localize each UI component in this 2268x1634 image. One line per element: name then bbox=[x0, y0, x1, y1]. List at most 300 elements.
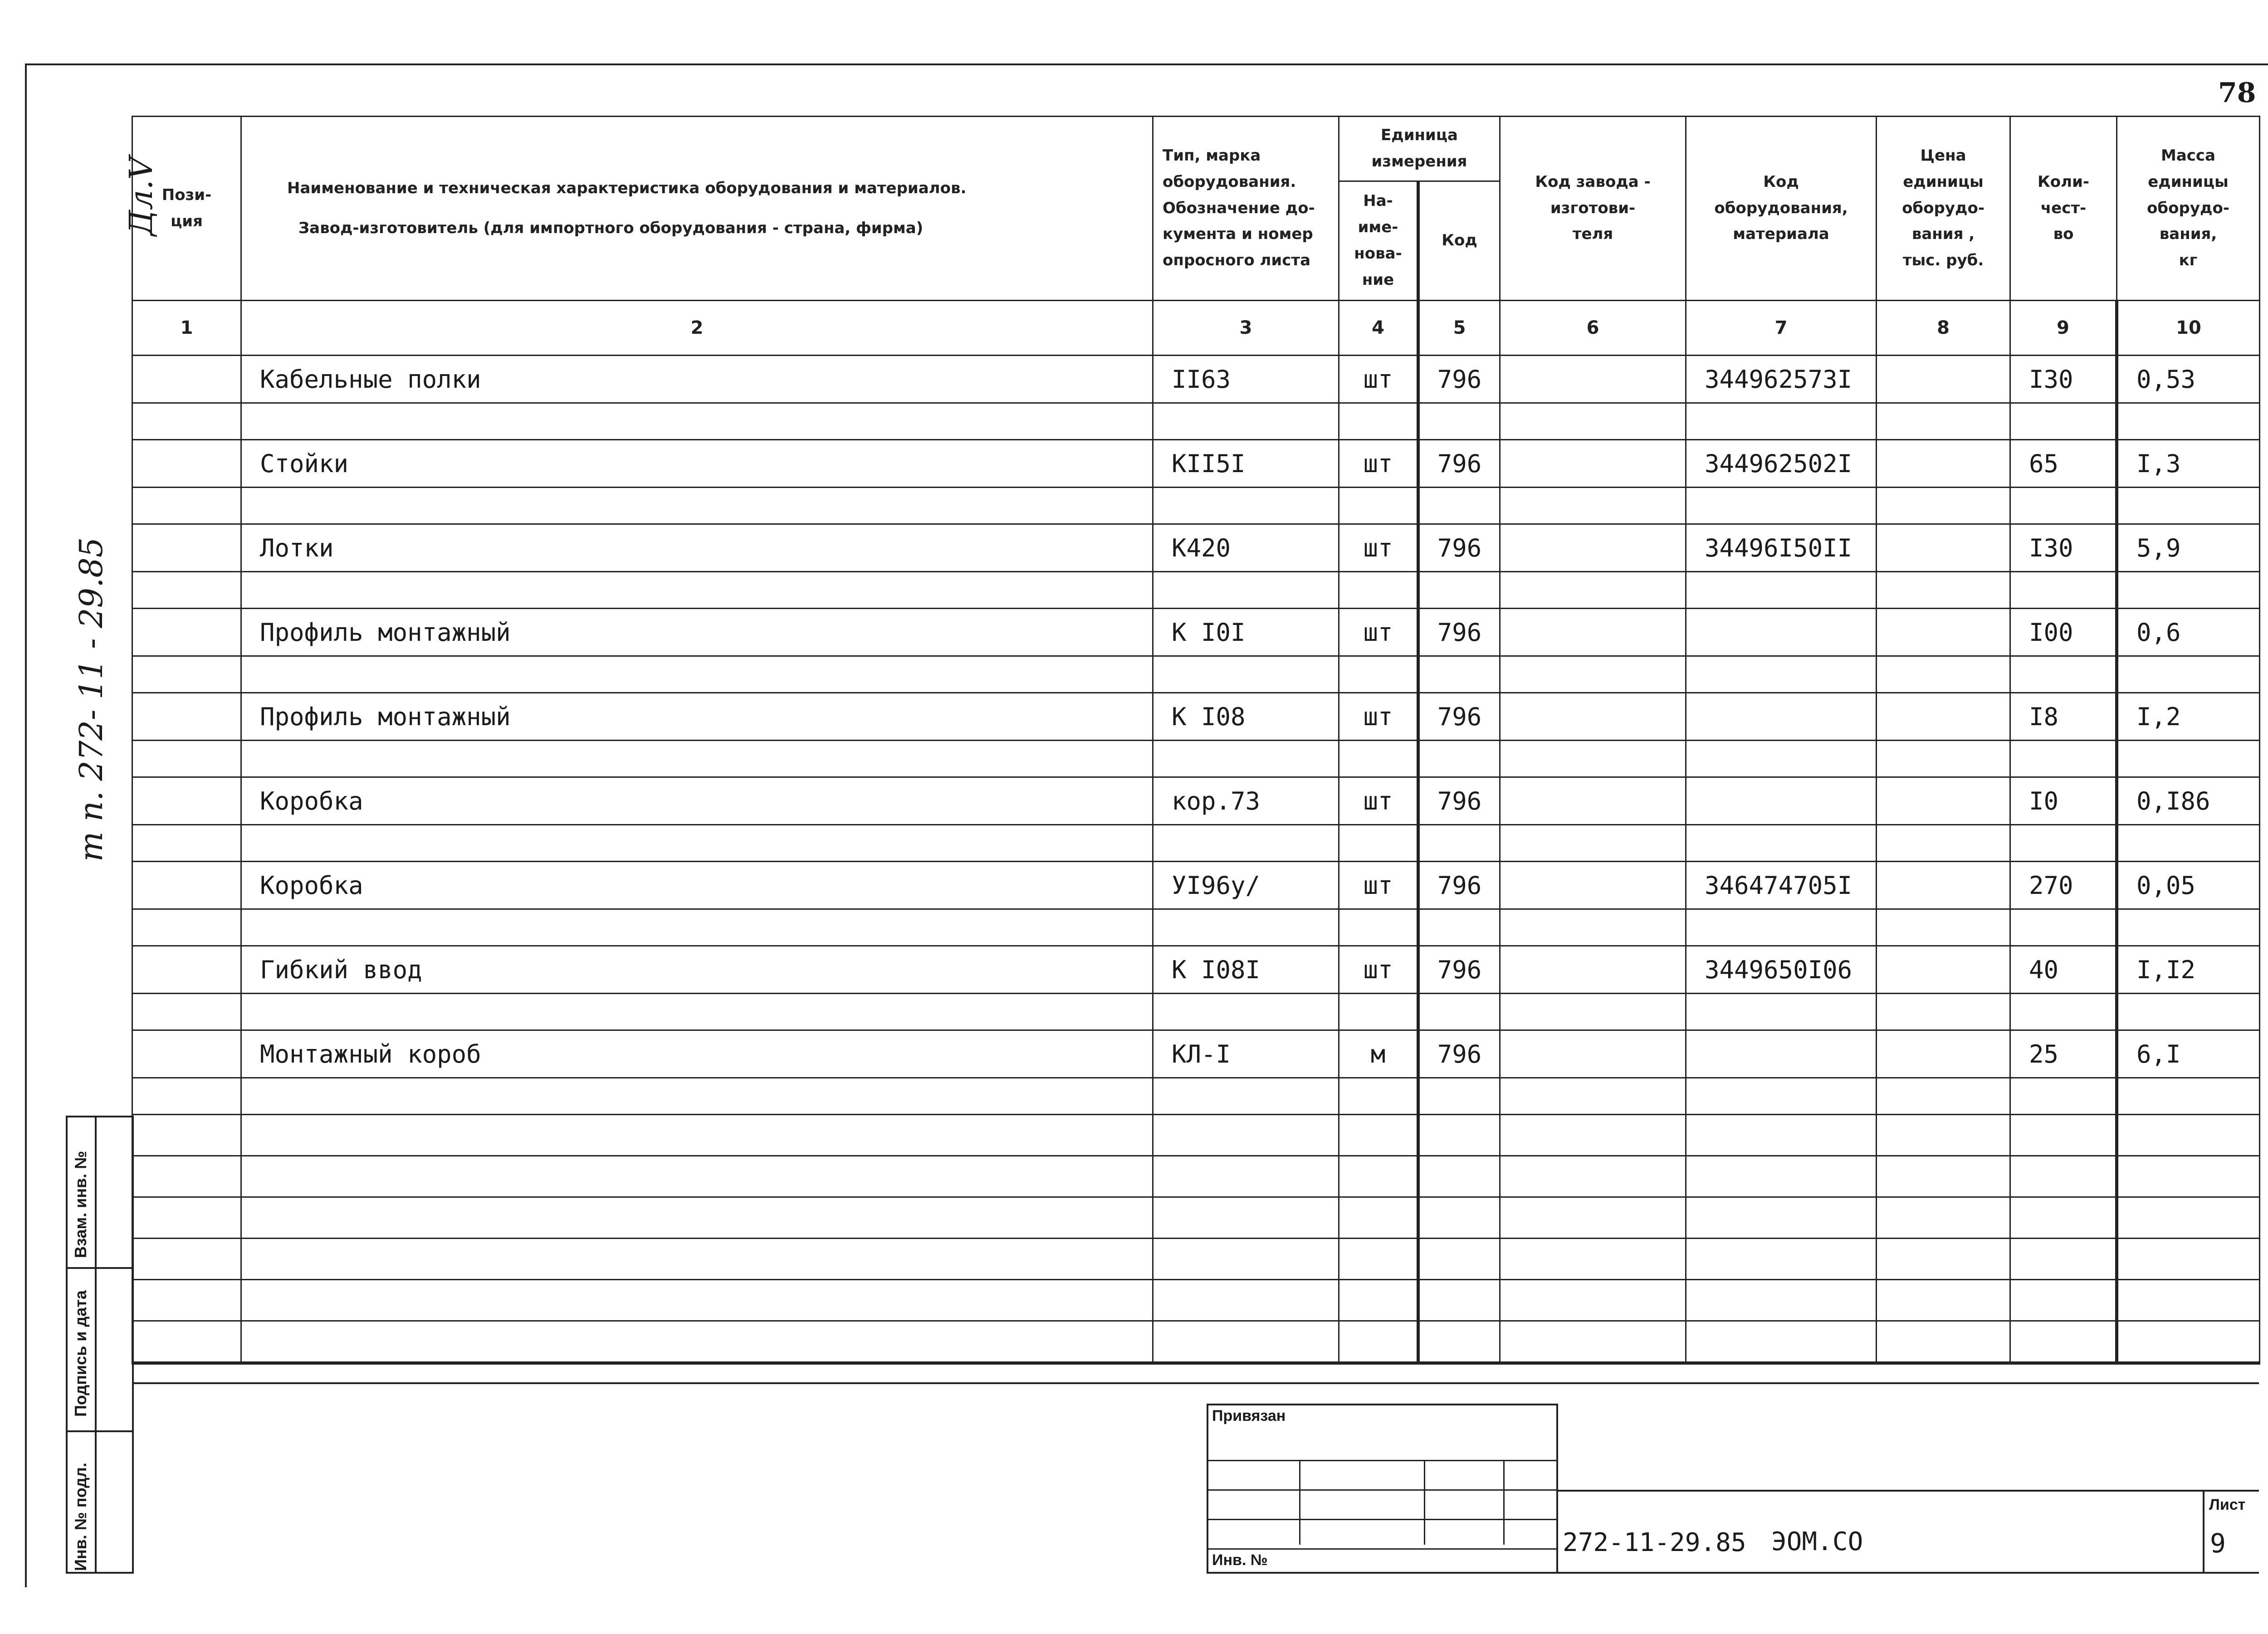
col-quantity-head: Коли- чест- во bbox=[2010, 117, 2117, 301]
table-cell bbox=[1418, 1156, 1500, 1197]
cell-qty: 25 bbox=[2010, 1030, 2117, 1078]
strip-vzam-label: Взам. инв. № bbox=[71, 1151, 90, 1258]
table-cell bbox=[1500, 1197, 1686, 1239]
table-cell bbox=[1500, 693, 1686, 741]
cell-unit: шт bbox=[1339, 693, 1418, 741]
table-cell bbox=[2117, 572, 2260, 609]
cell-mass: I,2 bbox=[2117, 693, 2260, 741]
cell-unit: шт bbox=[1339, 609, 1418, 656]
table-row bbox=[132, 1030, 2260, 1078]
sheet-number: 9 bbox=[2210, 1528, 2226, 1559]
table-cell bbox=[2010, 1115, 2117, 1156]
table-cell bbox=[1500, 741, 1686, 777]
cell-mass: 0,53 bbox=[2117, 356, 2260, 403]
table-cell bbox=[1877, 862, 2010, 909]
cell-mass: 6,I bbox=[2117, 1030, 2260, 1078]
table-cell bbox=[1686, 488, 1877, 524]
table-row bbox=[132, 693, 2260, 741]
cell-type: КII5I bbox=[1153, 440, 1339, 488]
table-cell bbox=[1686, 1197, 1877, 1239]
table-row bbox=[132, 440, 2260, 488]
cell-type: К I0I bbox=[1153, 609, 1339, 656]
table-row-spacer bbox=[132, 741, 2260, 777]
table-row-empty bbox=[132, 1280, 2260, 1321]
table-cell bbox=[1418, 572, 1500, 609]
col-factory-code-head: Код завода - изготови- теля bbox=[1500, 117, 1686, 301]
table-cell bbox=[1339, 656, 1418, 693]
table-cell bbox=[1686, 741, 1877, 777]
table-cell bbox=[1500, 1030, 1686, 1078]
table-cell bbox=[1339, 572, 1418, 609]
table-cell bbox=[2010, 1280, 2117, 1321]
table-cell bbox=[1418, 825, 1500, 862]
colnum-10: 10 bbox=[2117, 301, 2260, 356]
sheet-label: Лист bbox=[2209, 1496, 2246, 1513]
table-row bbox=[132, 356, 2260, 403]
cell-qty: I8 bbox=[2010, 693, 2117, 741]
table-cell bbox=[2117, 1321, 2260, 1363]
table-cell bbox=[1153, 1239, 1339, 1280]
table-cell bbox=[241, 909, 1153, 946]
left-approval-strip bbox=[66, 1116, 134, 1574]
table-row-empty bbox=[132, 1156, 2260, 1197]
table-cell bbox=[2117, 1280, 2260, 1321]
table-cell bbox=[1500, 403, 1686, 440]
sheet-box bbox=[2203, 1492, 2259, 1572]
table-cell bbox=[1339, 403, 1418, 440]
cell-qty: 40 bbox=[2010, 946, 2117, 994]
table-cell bbox=[1153, 1078, 1339, 1115]
cell-type: К I08 bbox=[1153, 693, 1339, 741]
cell-mass: 0,6 bbox=[2117, 609, 2260, 656]
cell-unit: шт bbox=[1339, 862, 1418, 909]
cell-unit-code: 796 bbox=[1418, 777, 1500, 825]
table-cell bbox=[1339, 1197, 1418, 1239]
table-cell bbox=[2117, 1239, 2260, 1280]
table-cell bbox=[1877, 524, 2010, 572]
cell-qty: I00 bbox=[2010, 609, 2117, 656]
colnum-7: 7 bbox=[1686, 301, 1877, 356]
table-cell bbox=[1686, 1321, 1877, 1363]
table-cell bbox=[241, 1078, 1153, 1115]
cell-unit: шт bbox=[1339, 524, 1418, 572]
table-cell bbox=[2010, 1078, 2117, 1115]
table-cell bbox=[1153, 1197, 1339, 1239]
table-row-spacer bbox=[132, 825, 2260, 862]
table-cell bbox=[1686, 1239, 1877, 1280]
table-cell bbox=[1418, 1280, 1500, 1321]
table-row-empty bbox=[132, 1115, 2260, 1156]
table-cell bbox=[1877, 777, 2010, 825]
table-cell bbox=[1686, 1115, 1877, 1156]
table-cell bbox=[2117, 403, 2260, 440]
cell-name: Лотки bbox=[241, 524, 1153, 572]
table-cell bbox=[1877, 572, 2010, 609]
table-cell bbox=[1339, 1156, 1418, 1197]
cell-unit: шт bbox=[1339, 440, 1418, 488]
table-cell bbox=[1877, 1280, 2010, 1321]
table-cell bbox=[1500, 488, 1686, 524]
table-row-spacer bbox=[132, 572, 2260, 609]
table-cell bbox=[132, 1078, 241, 1115]
colnum-9: 9 bbox=[2010, 301, 2117, 356]
cell-qty: I30 bbox=[2010, 356, 2117, 403]
cell-unit-code: 796 bbox=[1418, 609, 1500, 656]
cell-unit: шт bbox=[1339, 777, 1418, 825]
table-cell bbox=[1877, 994, 2010, 1030]
col-mass-head: Масса единицы оборудо- вания, кг bbox=[2117, 117, 2260, 301]
colnum-2: 2 bbox=[241, 301, 1153, 356]
table-cell bbox=[1877, 1239, 2010, 1280]
table-cell bbox=[132, 1197, 241, 1239]
col-price-head: Цена единицы оборудо- вания , тыс. руб. bbox=[1877, 117, 2010, 301]
table-cell bbox=[241, 1197, 1153, 1239]
table-row-spacer bbox=[132, 403, 2260, 440]
table-cell bbox=[132, 356, 241, 403]
table-row bbox=[132, 609, 2260, 656]
corner-mark: 78 bbox=[2218, 77, 2256, 109]
table-cell bbox=[1877, 440, 2010, 488]
table-cell bbox=[132, 1115, 241, 1156]
cell-mass: 0,I86 bbox=[2117, 777, 2260, 825]
strip-inv-podl-label: Инв. № подл. bbox=[71, 1463, 90, 1571]
table-cell bbox=[1153, 488, 1339, 524]
table-cell bbox=[2117, 1156, 2260, 1197]
table-cell bbox=[241, 994, 1153, 1030]
table-cell bbox=[2117, 1197, 2260, 1239]
table-cell bbox=[1877, 1156, 2010, 1197]
table-cell bbox=[1686, 825, 1877, 862]
cell-type: К420 bbox=[1153, 524, 1339, 572]
table-cell bbox=[2010, 488, 2117, 524]
col-unit-code-head: Код bbox=[1418, 181, 1500, 301]
table-cell bbox=[132, 777, 241, 825]
table-row-spacer bbox=[132, 909, 2260, 946]
table-cell bbox=[1153, 1280, 1339, 1321]
table-cell bbox=[1418, 488, 1500, 524]
table-cell bbox=[241, 488, 1153, 524]
cell-mass: I,I2 bbox=[2117, 946, 2260, 994]
table-cell bbox=[241, 1280, 1153, 1321]
cell-name: Коробка bbox=[241, 862, 1153, 909]
table-cell bbox=[132, 609, 241, 656]
cell-equipment-code bbox=[1686, 777, 1877, 825]
table-cell bbox=[1418, 909, 1500, 946]
table-cell bbox=[1686, 1078, 1877, 1115]
cell-name: Гибкий ввод bbox=[241, 946, 1153, 994]
table-cell bbox=[1500, 524, 1686, 572]
table-cell bbox=[132, 741, 241, 777]
cell-name: Профиль монтажный bbox=[241, 609, 1153, 656]
table-cell bbox=[1153, 1321, 1339, 1363]
table-cell bbox=[1339, 1280, 1418, 1321]
cell-unit-code: 796 bbox=[1418, 524, 1500, 572]
table-cell bbox=[2117, 994, 2260, 1030]
table-row-spacer bbox=[132, 488, 2260, 524]
table-bottom-line bbox=[134, 1382, 2259, 1384]
table-row bbox=[132, 777, 2260, 825]
table-cell bbox=[1339, 741, 1418, 777]
table-cell bbox=[1877, 1115, 2010, 1156]
cell-unit: м bbox=[1339, 1030, 1418, 1078]
table-cell bbox=[1339, 488, 1418, 524]
table-cell bbox=[1500, 1321, 1686, 1363]
table-cell bbox=[1877, 825, 2010, 862]
table-cell bbox=[1500, 1156, 1686, 1197]
table-cell bbox=[1686, 403, 1877, 440]
table-cell bbox=[241, 1321, 1153, 1363]
table-cell bbox=[1877, 403, 2010, 440]
colnum-5: 5 bbox=[1418, 301, 1500, 356]
table-cell bbox=[1339, 825, 1418, 862]
table-cell bbox=[2010, 403, 2117, 440]
table-cell bbox=[241, 1115, 1153, 1156]
table-cell bbox=[1418, 1197, 1500, 1239]
table-cell bbox=[1877, 1321, 2010, 1363]
strip-podpis-label: Подпись и дата bbox=[71, 1290, 90, 1417]
table-cell bbox=[2010, 1321, 2117, 1363]
table-cell bbox=[2117, 825, 2260, 862]
cell-equipment-code bbox=[1686, 693, 1877, 741]
table-row-spacer bbox=[132, 994, 2260, 1030]
table-cell bbox=[1500, 440, 1686, 488]
table-cell bbox=[2117, 488, 2260, 524]
cell-unit: шт bbox=[1339, 946, 1418, 994]
table-cell bbox=[1418, 403, 1500, 440]
table-cell bbox=[132, 1321, 241, 1363]
table-cell bbox=[1500, 356, 1686, 403]
col-unit-name-head: На- име- нова- ние bbox=[1339, 181, 1418, 301]
table-cell bbox=[2117, 1078, 2260, 1115]
table-cell bbox=[1418, 741, 1500, 777]
header-row bbox=[132, 117, 2260, 181]
table-cell bbox=[2010, 1239, 2117, 1280]
table-cell bbox=[1500, 825, 1686, 862]
table-cell bbox=[2010, 994, 2117, 1030]
table-cell bbox=[1686, 656, 1877, 693]
table-row-empty bbox=[132, 1239, 2260, 1280]
table-cell bbox=[1153, 572, 1339, 609]
cell-name: Стойки bbox=[241, 440, 1153, 488]
table-cell bbox=[132, 909, 241, 946]
table-cell bbox=[1500, 862, 1686, 909]
table-cell bbox=[2010, 1156, 2117, 1197]
cell-qty: 65 bbox=[2010, 440, 2117, 488]
table-cell bbox=[1877, 909, 2010, 946]
table-cell bbox=[1339, 994, 1418, 1030]
table-row bbox=[132, 946, 2260, 994]
cell-qty: 270 bbox=[2010, 862, 2117, 909]
table-cell bbox=[1686, 572, 1877, 609]
table-cell bbox=[1877, 488, 2010, 524]
table-cell bbox=[2010, 656, 2117, 693]
table-cell bbox=[241, 1239, 1153, 1280]
table-row-spacer bbox=[132, 1078, 2260, 1115]
column-number-row bbox=[132, 301, 2260, 356]
cell-equipment-code: 344962573I bbox=[1686, 356, 1877, 403]
table-row-empty bbox=[132, 1321, 2260, 1363]
stamp-privyazan-label: Привязан bbox=[1212, 1407, 1286, 1424]
cell-unit-code: 796 bbox=[1418, 356, 1500, 403]
cell-unit-code: 796 bbox=[1418, 693, 1500, 741]
doc-mark: ЭОМ.СО bbox=[1771, 1527, 1863, 1556]
cell-type: кор.73 bbox=[1153, 777, 1339, 825]
table-cell bbox=[132, 1156, 241, 1197]
table-cell bbox=[1500, 572, 1686, 609]
table-cell bbox=[1877, 609, 2010, 656]
table-cell bbox=[2117, 741, 2260, 777]
table-cell bbox=[1418, 656, 1500, 693]
table-cell bbox=[241, 656, 1153, 693]
table-cell bbox=[241, 403, 1153, 440]
table-cell bbox=[1339, 1321, 1418, 1363]
table-cell bbox=[132, 656, 241, 693]
cell-name: Профиль монтажный bbox=[241, 693, 1153, 741]
col-unit-head: Единица измерения bbox=[1339, 117, 1500, 181]
table-cell bbox=[132, 524, 241, 572]
cell-type: КЛ-I bbox=[1153, 1030, 1339, 1078]
cell-unit-code: 796 bbox=[1418, 440, 1500, 488]
table-cell bbox=[1153, 825, 1339, 862]
table-cell bbox=[2117, 656, 2260, 693]
table-cell bbox=[241, 741, 1153, 777]
col-equipment-code-head: Код оборудования, материала bbox=[1686, 117, 1877, 301]
table-cell bbox=[1877, 741, 2010, 777]
table-cell bbox=[132, 403, 241, 440]
side-top-mark: Дл.V bbox=[122, 156, 160, 236]
table-cell bbox=[132, 1030, 241, 1078]
side-doc-number: т п. 272- 11 - 29.85 bbox=[73, 537, 110, 862]
table-cell bbox=[132, 825, 241, 862]
colnum-3: 3 bbox=[1153, 301, 1339, 356]
table-row bbox=[132, 862, 2260, 909]
cell-equipment-code bbox=[1686, 609, 1877, 656]
cell-name: Кабельные полки bbox=[241, 356, 1153, 403]
colnum-4: 4 bbox=[1339, 301, 1418, 356]
table-cell bbox=[1877, 946, 2010, 994]
table-cell bbox=[1339, 1078, 1418, 1115]
table-cell bbox=[1500, 994, 1686, 1030]
cell-type: II63 bbox=[1153, 356, 1339, 403]
table-cell bbox=[1686, 909, 1877, 946]
cell-equipment-code bbox=[1686, 1030, 1877, 1078]
table-cell bbox=[1877, 1078, 2010, 1115]
table-cell bbox=[1877, 356, 2010, 403]
colnum-6: 6 bbox=[1500, 301, 1686, 356]
table-cell bbox=[132, 1239, 241, 1280]
table-cell bbox=[1500, 1239, 1686, 1280]
table-cell bbox=[1686, 1280, 1877, 1321]
table-row-empty bbox=[132, 1197, 2260, 1239]
colnum-8: 8 bbox=[1877, 301, 2010, 356]
table-cell bbox=[132, 994, 241, 1030]
cell-mass: 0,05 bbox=[2117, 862, 2260, 909]
table-cell bbox=[132, 693, 241, 741]
colnum-1: 1 bbox=[132, 301, 241, 356]
cell-type: УI96у/ bbox=[1153, 862, 1339, 909]
table-cell bbox=[1500, 777, 1686, 825]
cell-name: Монтажный короб bbox=[241, 1030, 1153, 1078]
specification-body bbox=[132, 356, 2260, 1363]
table-cell bbox=[1877, 1197, 2010, 1239]
table-cell bbox=[2010, 572, 2117, 609]
table-cell bbox=[1500, 1078, 1686, 1115]
cell-unit-code: 796 bbox=[1418, 946, 1500, 994]
table-cell bbox=[2010, 909, 2117, 946]
table-cell bbox=[1877, 1030, 2010, 1078]
cell-unit-code: 796 bbox=[1418, 1030, 1500, 1078]
binding-stamp bbox=[1207, 1404, 1558, 1574]
table-cell bbox=[1500, 909, 1686, 946]
table-cell bbox=[2010, 825, 2117, 862]
title-block bbox=[1558, 1490, 2259, 1574]
col-position-head: Пози- ция bbox=[132, 117, 241, 301]
table-cell bbox=[1877, 656, 2010, 693]
table-cell bbox=[1877, 693, 2010, 741]
cell-qty: I30 bbox=[2010, 524, 2117, 572]
table-cell bbox=[1418, 1115, 1500, 1156]
cell-unit-code: 796 bbox=[1418, 862, 1500, 909]
table-cell bbox=[1500, 656, 1686, 693]
table-cell bbox=[1500, 946, 1686, 994]
cell-equipment-code: 344962502I bbox=[1686, 440, 1877, 488]
table-row-spacer bbox=[132, 656, 2260, 693]
table-cell bbox=[1339, 1239, 1418, 1280]
table-row bbox=[132, 524, 2260, 572]
table-cell bbox=[2010, 1197, 2117, 1239]
cell-equipment-code: 3449650I06 bbox=[1686, 946, 1877, 994]
specification-table bbox=[132, 116, 2260, 1365]
table-cell bbox=[132, 862, 241, 909]
table-cell bbox=[1418, 1078, 1500, 1115]
table-cell bbox=[1339, 909, 1418, 946]
table-cell bbox=[1153, 403, 1339, 440]
table-cell bbox=[1153, 994, 1339, 1030]
table-cell bbox=[2010, 741, 2117, 777]
table-cell bbox=[1500, 609, 1686, 656]
table-cell bbox=[1339, 1115, 1418, 1156]
table-cell bbox=[132, 440, 241, 488]
cell-equipment-code: 346474705I bbox=[1686, 862, 1877, 909]
table-cell bbox=[1153, 1115, 1339, 1156]
cell-mass: 5,9 bbox=[2117, 524, 2260, 572]
table-cell bbox=[2117, 909, 2260, 946]
table-cell bbox=[132, 1280, 241, 1321]
table-cell bbox=[1153, 909, 1339, 946]
table-cell bbox=[2117, 1115, 2260, 1156]
cell-unit: шт bbox=[1339, 356, 1418, 403]
table-cell bbox=[1686, 1156, 1877, 1197]
doc-code: 272-11-29.85 bbox=[1563, 1528, 1746, 1557]
col-name-head: Наименование и техническая характеристика оборудования и материалов. Завод-изготовитель (для импортного оборудования - страна, фирма) bbox=[241, 117, 1153, 301]
col-type-head: Тип, марка оборудования. Обозначение до- кумента и номер опросного листа bbox=[1153, 117, 1339, 301]
table-cell bbox=[1153, 741, 1339, 777]
table-cell bbox=[132, 488, 241, 524]
table-cell bbox=[1418, 1239, 1500, 1280]
table-cell bbox=[1418, 994, 1500, 1030]
cell-name: Коробка bbox=[241, 777, 1153, 825]
table-cell bbox=[1500, 1280, 1686, 1321]
cell-type: К I08I bbox=[1153, 946, 1339, 994]
cell-qty: I0 bbox=[2010, 777, 2117, 825]
table-cell bbox=[241, 1156, 1153, 1197]
table-cell bbox=[132, 946, 241, 994]
table-cell bbox=[241, 572, 1153, 609]
table-cell bbox=[1153, 1156, 1339, 1197]
table-cell bbox=[132, 572, 241, 609]
cell-mass: I,3 bbox=[2117, 440, 2260, 488]
table-cell bbox=[1418, 1321, 1500, 1363]
